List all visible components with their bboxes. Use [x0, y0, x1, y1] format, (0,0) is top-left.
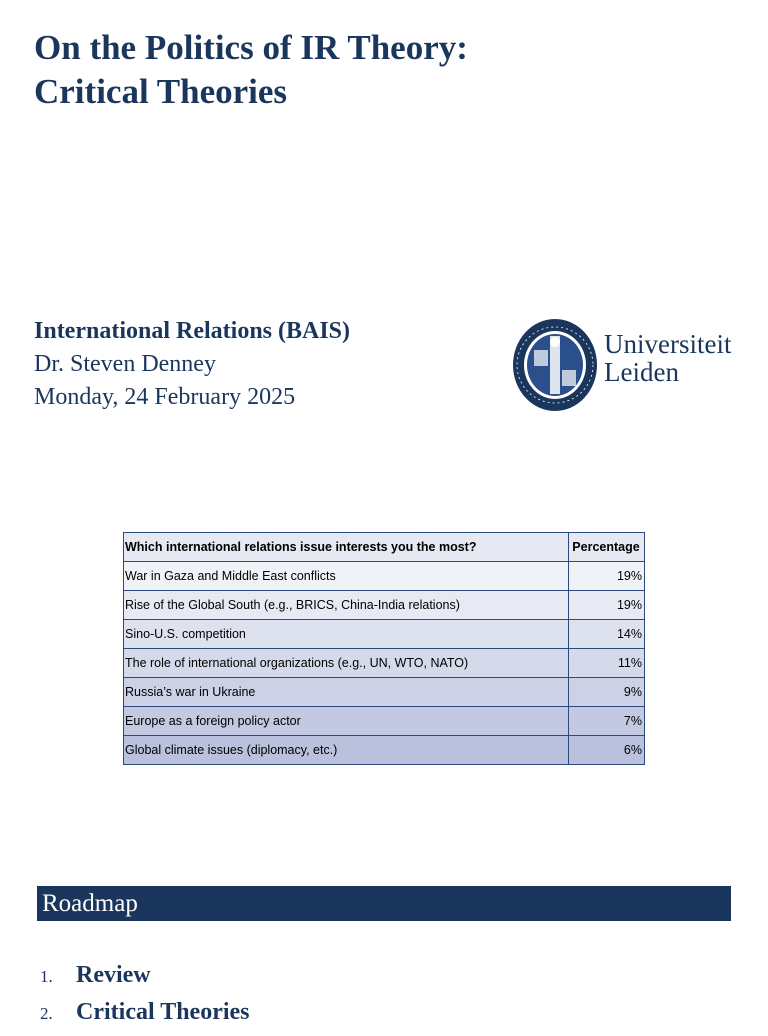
list-item-number: 1. — [40, 967, 53, 986]
survey-issue-cell: Sino-U.S. competition — [124, 620, 569, 649]
list-item-number: 2. — [40, 1004, 53, 1023]
course-name: International Relations (BAIS) — [34, 318, 351, 344]
table-row — [124, 678, 645, 707]
list-item — [40, 962, 250, 999]
roadmap-heading: Roadmap — [37, 886, 731, 921]
survey-table — [123, 532, 645, 765]
survey-issue-cell: Russia’s war in Ukraine — [124, 678, 569, 707]
survey-question-header: Which international relations issue interests you the most? — [124, 533, 569, 562]
lecturer-name: Dr. Steven Denney — [34, 351, 216, 377]
survey-percentage-cell: 19% — [569, 591, 645, 620]
table-row — [124, 591, 645, 620]
survey-issue-cell: Rise of the Global South (e.g., BRICS, China-India relations) — [124, 591, 569, 620]
table-row — [124, 736, 645, 765]
list-item-label: Critical Theories — [76, 999, 250, 1025]
survey-percentage-cell: 11% — [569, 649, 645, 678]
survey-percentage-cell: 6% — [569, 736, 645, 765]
roadmap-list — [40, 962, 250, 1036]
slide-title-line-1: On the Politics of IR Theory: — [34, 28, 468, 67]
list-item — [40, 999, 250, 1036]
survey-issue-cell: War in Gaza and Middle East conflicts — [124, 562, 569, 591]
survey-issue-cell: Europe as a foreign policy actor — [124, 707, 569, 736]
slide-title — [34, 26, 468, 114]
survey-header-row — [124, 533, 645, 562]
leiden-seal-icon — [512, 318, 598, 412]
survey-issue-cell: Global climate issues (diplomacy, etc.) — [124, 736, 569, 765]
list-item-label: Review — [76, 962, 151, 988]
survey-percentage-header: Percentage — [569, 533, 645, 562]
survey-percentage-cell: 14% — [569, 620, 645, 649]
lecture-date: Monday, 24 February 2025 — [34, 384, 296, 410]
slide-title-line-2: Critical Theories — [34, 72, 288, 111]
lecture-info — [34, 315, 350, 414]
logo-line-1: Universiteit — [604, 329, 732, 359]
table-row — [124, 620, 645, 649]
table-row — [124, 562, 645, 591]
survey-percentage-cell: 9% — [569, 678, 645, 707]
survey-issue-cell: The role of international organizations (e.g., UN, WTO, NATO) — [124, 649, 569, 678]
university-logo-text — [604, 330, 731, 386]
logo-line-2: Leiden — [604, 357, 679, 387]
table-row — [124, 707, 645, 736]
survey-percentage-cell: 19% — [569, 562, 645, 591]
survey-percentage-cell: 7% — [569, 707, 645, 736]
table-row — [124, 649, 645, 678]
